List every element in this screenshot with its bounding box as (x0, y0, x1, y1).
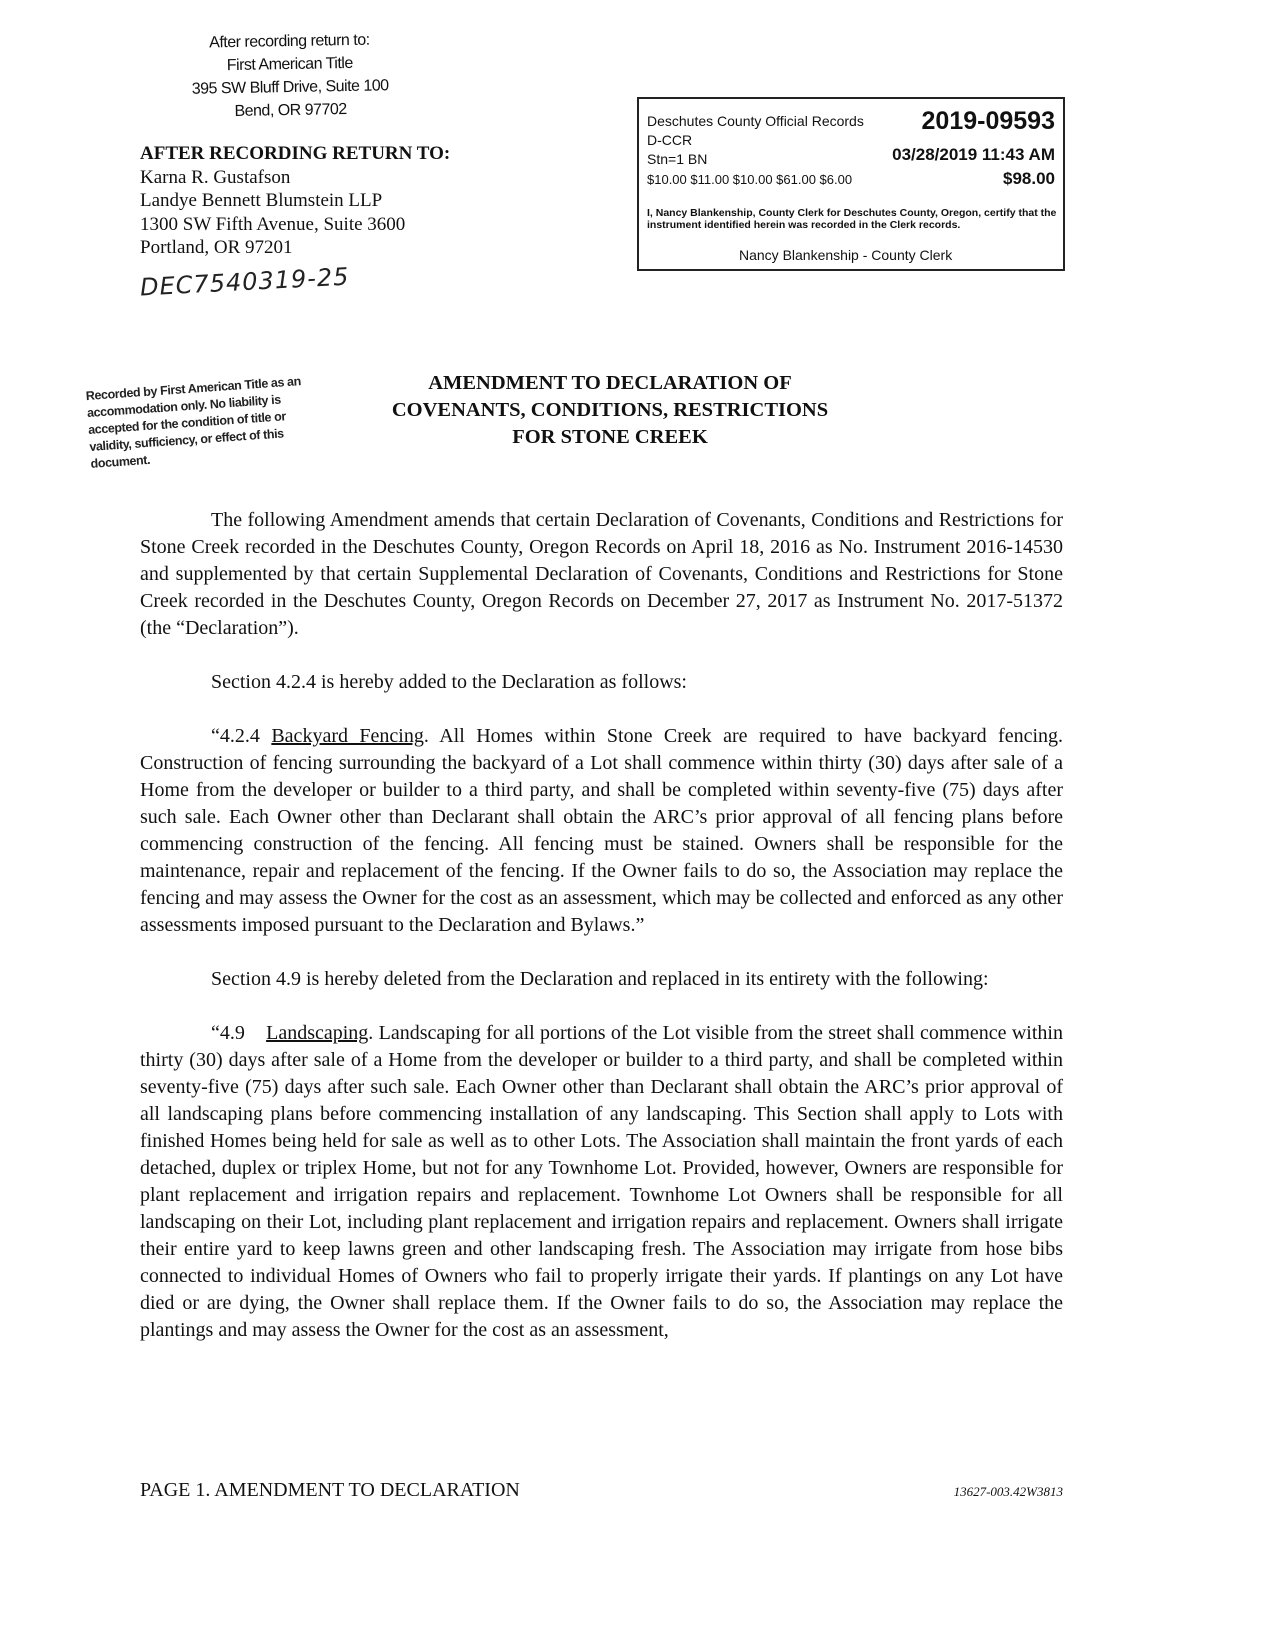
section-text: . Landscaping for all portions of the Lot visible from the street shall commence within thirty (30) days after sale of a Home from the developer or builder to a third party, and shall be completed within seventy-five (75) days after such sale. Each Owner other than Declarant shall obtain the ARC’s prior approval of all landscaping plans before commencing installation of any landscaping. This Section shall apply to Lots with finished Homes being held for sale as well as to other Lots. The Association shall maintain the front yards of each detached, duplex or triplex Home, but not for any Townhome Lot. Provided, however, Owners are responsible for plant replacement and irrigation repairs and replacement. Townhome Lot Owners shall be responsible for all landscaping on their Lot, including plant replacement and irrigation repairs and replacement. Owners shall irrigate their entire yard to keep lawns green and other landscaping fresh. The Association may irrigate from hose bibs connected to individual Homes of Owners who fail to properly irrigate their yards. If plantings on any Lot have died or are dying, the Owner shall replace them. If the Owner fails to do so, the Association may replace the plantings and may assess the Owner for the cost as an assessment, (140, 1022, 1063, 1341)
address-line: 1300 SW Fifth Avenue, Suite 3600 (140, 213, 406, 235)
station: Stn=1 BN (647, 151, 708, 167)
stamp-line: Bend, OR 97702 (234, 101, 347, 120)
accommodation-stamp: Recorded by First American Title as an accommodation only. No liability is accepted for the condition of title or validity, sufficiency, or effect of this document. (85, 374, 302, 471)
section-heading: Backyard Fencing (271, 725, 424, 747)
paragraph-section-4-9-intro: Section 4.9 is hereby deleted from the Declaration and replaced in its entirety with the following: (211, 968, 989, 990)
recording-datetime: 03/28/2019 11:43 AM (892, 145, 1055, 164)
page-footer: PAGE 1. AMENDMENT TO DECLARATION (140, 1479, 520, 1501)
recording-info-box (637, 97, 1065, 271)
paragraph-section-4-2-4-intro: Section 4.2.4 is hereby added to the Declaration as follows: (211, 671, 687, 693)
recording-office: Deschutes County Official Records (647, 113, 864, 129)
address-line: Portland, OR 97201 (140, 237, 293, 258)
section-heading: Landscaping (266, 1022, 369, 1044)
document-body (140, 507, 1063, 1502)
title-line: COVENANTS, CONDITIONS, RESTRICTIONS (391, 399, 829, 421)
stamp-line: First American Title (226, 54, 353, 75)
document-id: 13627-003.42W3813 (953, 1484, 1063, 1499)
section-text: . All Homes within Stone Creek are required to have backyard fencing. Construction of fencing surrounding the backyard of a Lot shall commence within thirty (30) days after sale of a Home from the developer or builder to a third party, and shall be completed within seventy-five (75) days after such sale. Each Owner other than Declarant shall obtain the ARC’s prior approval of all fencing plans before commencing construction of the fencing. All fencing must be stained. Owners shall be responsible for the maintenance, repair and replacement of the fencing. If the Owner fails to do so, the Association may replace the fencing and may assess the Owner for the cost as an assessment, which may be collected and enforced as any other assessments imposed pursuant to the Declaration and Bylaws.” (140, 725, 1064, 936)
document-number: 2019-09593 (921, 107, 1055, 135)
stamp-line: After recording return to: (209, 31, 370, 52)
handwritten-reference: DEC7540319-25 (139, 262, 351, 302)
fees: $10.00 $11.00 $10.00 $61.00 $6.00 (647, 172, 853, 187)
paragraph-section-4-9 (140, 1020, 1063, 1344)
return-to-heading: AFTER RECORDING RETURN TO: (140, 143, 451, 164)
page-footer-row (140, 1479, 1063, 1502)
section-number: “4.9 (211, 1022, 267, 1044)
section-number: “4.2.4 (211, 725, 272, 747)
total-fee: $98.00 (1003, 169, 1055, 188)
first-american-return-stamp (159, 28, 421, 125)
title-line: AMENDMENT TO DECLARATION OF (428, 372, 792, 394)
clerk-name: Nancy Blankenship - County Clerk (739, 247, 953, 263)
document-type: D-CCR (647, 132, 693, 148)
stamp-line: 395 SW Bluff Drive, Suite 100 (191, 77, 389, 98)
clerk-certification: I, Nancy Blankenship, County Clerk for Deschutes County, Oregon, certify that the instrument identified herein was recorded in the Clerk records. (647, 207, 1057, 231)
document-title (330, 370, 890, 451)
address-line: Karna R. Gustafson (140, 166, 291, 188)
return-to-address (140, 142, 450, 260)
paragraph-section-4-2-4 (140, 723, 1063, 939)
address-line: Landye Bennett Blumstein LLP (140, 190, 383, 211)
paragraph-intro: The following Amendment amends that certain Declaration of Covenants, Conditions and Restrictions for Stone Creek recorded in the Deschutes County, Oregon Records on April 18, 2016 as No. Instrument 2016-14530 and supplemented by that certain Supplemental Declaration of Covenants, Conditions and Restrictions for Stone Creek recorded in the Deschutes County, Oregon Records on December 27, 2017 as Instrument No. 2017-51372 (the “Declaration”). (140, 509, 1063, 639)
title-line: FOR STONE CREEK (512, 426, 708, 448)
